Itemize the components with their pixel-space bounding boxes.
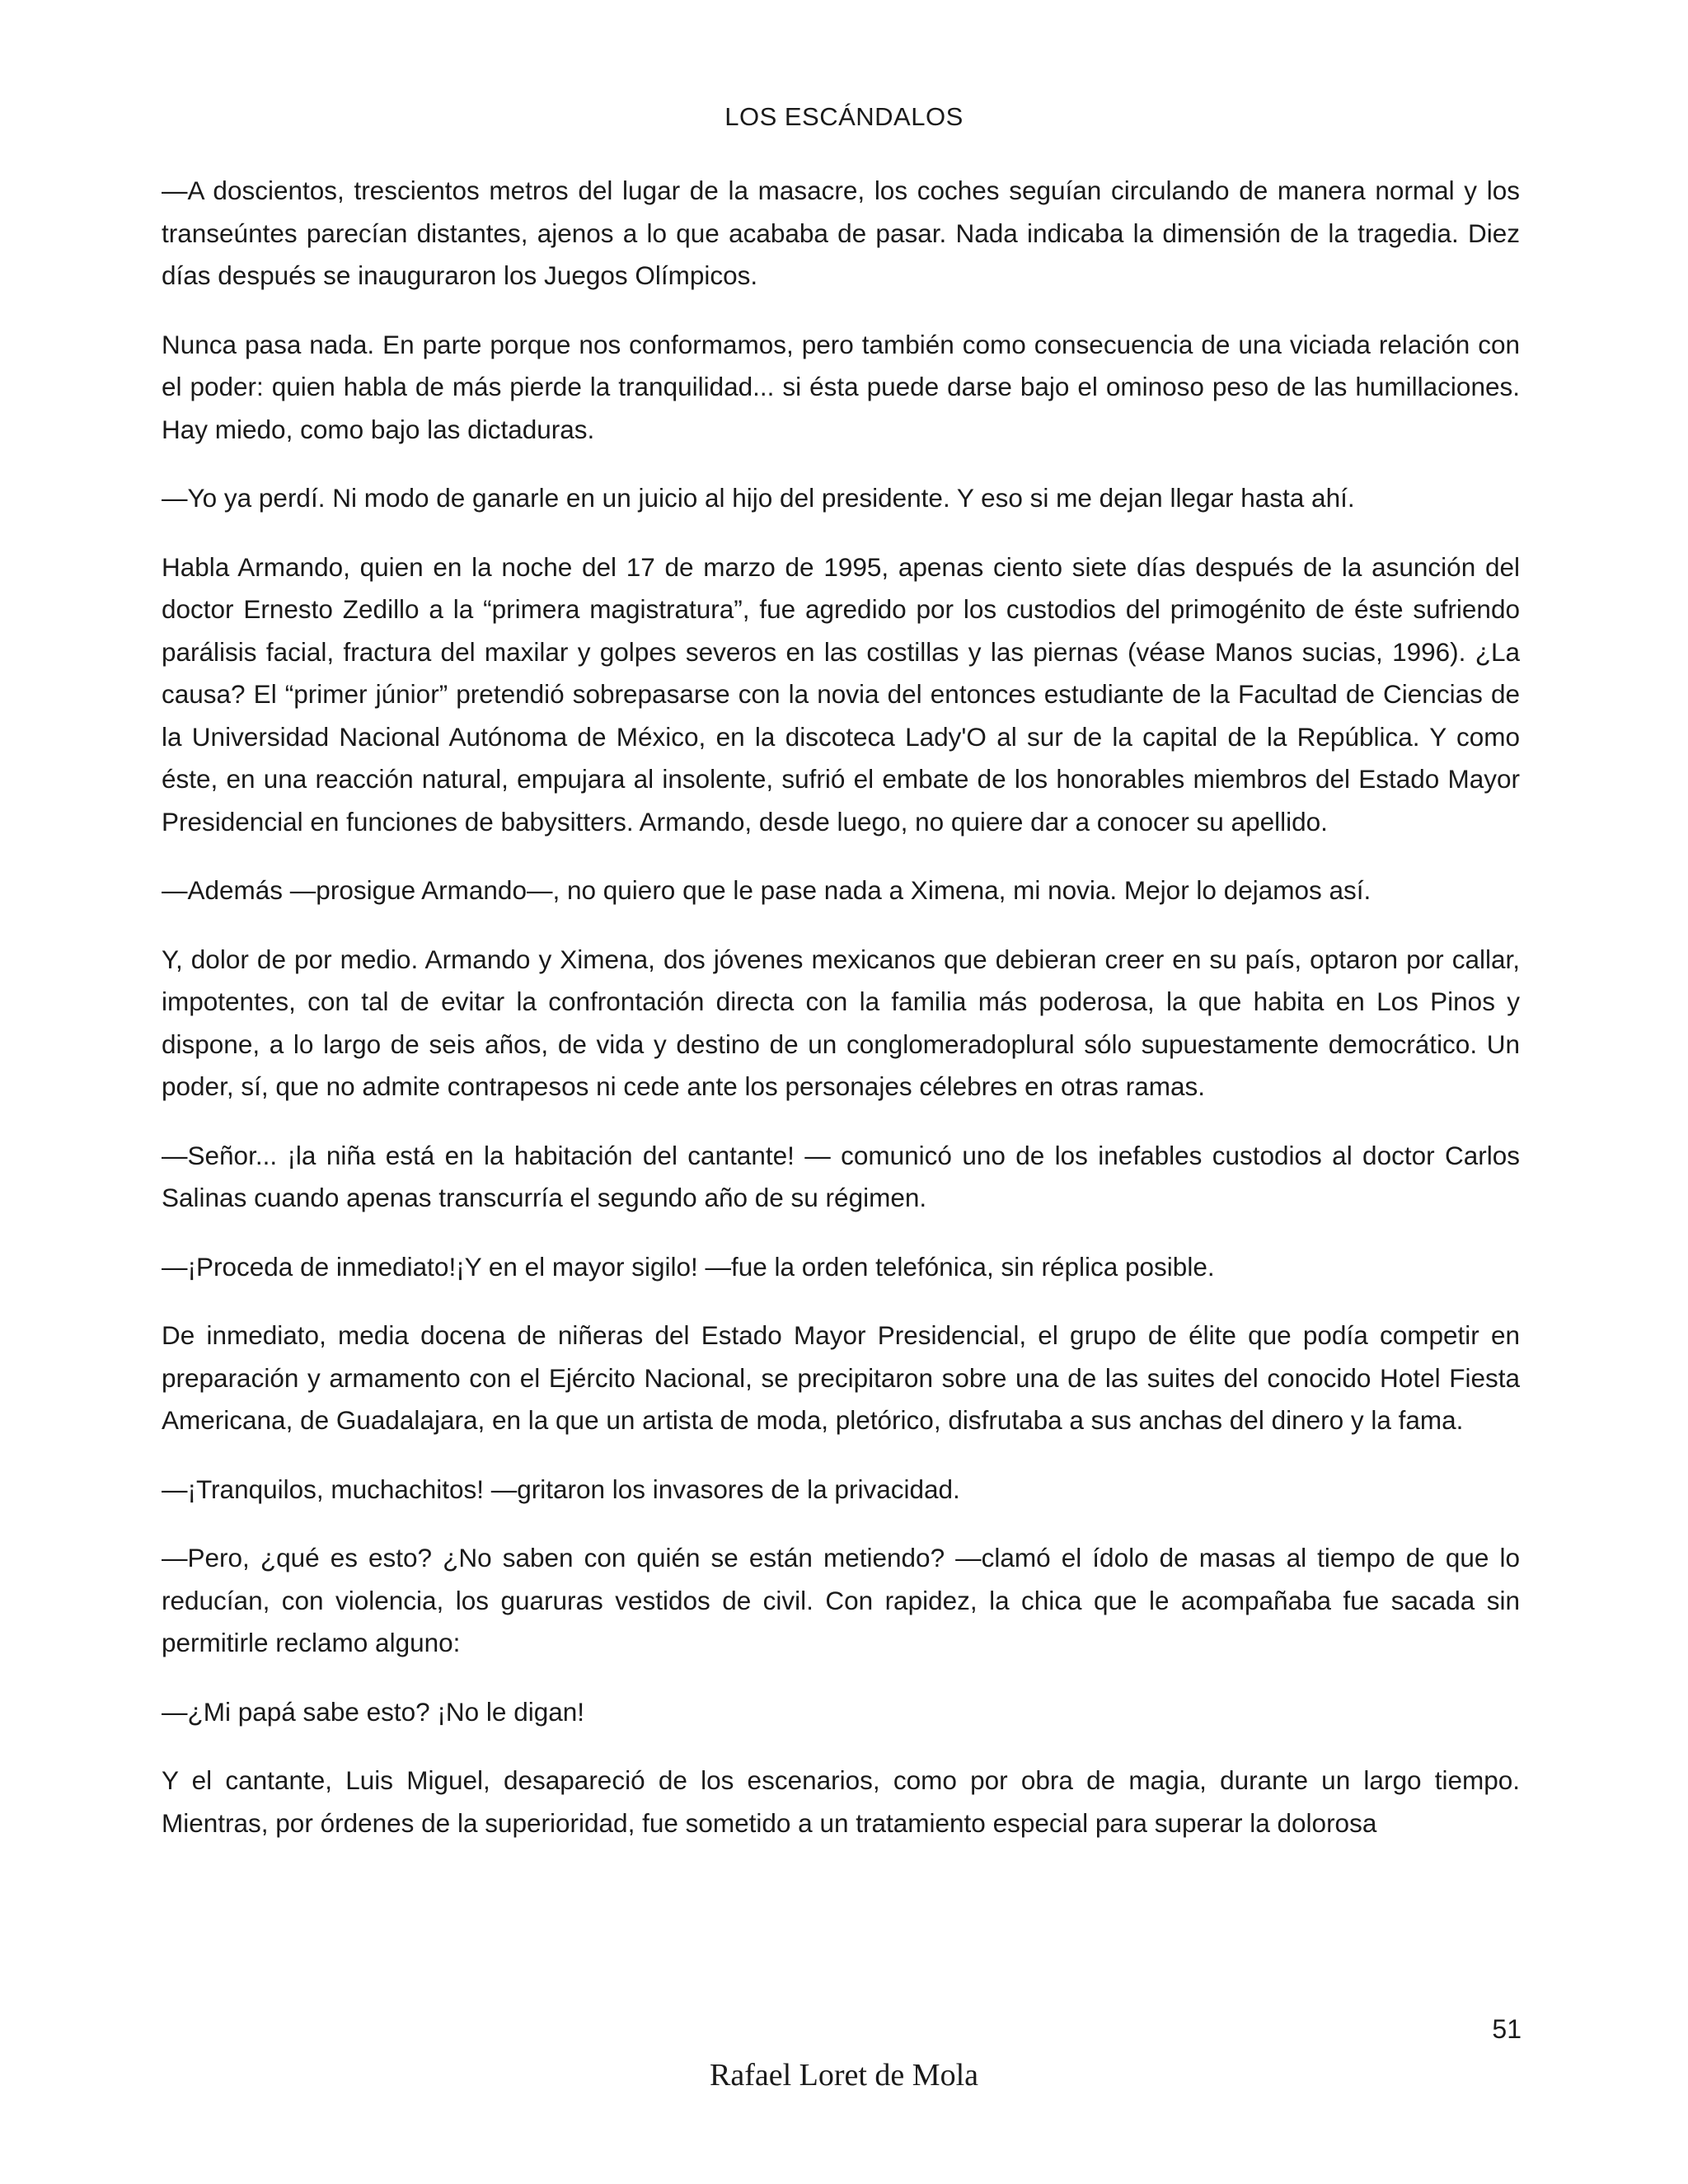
running-header: LOS ESCÁNDALOS: [724, 102, 964, 131]
paragraph: —¡Proceda de inmediato!¡Y en el mayor sigilo! —fue la orden telefónica, sin réplica posible.: [162, 1251, 1215, 1282]
paragraph: —A doscientos, trescientos metros del lugar de la masacre, los coches seguían circulando de manera normal y los transeúntes parecían distantes, ajenos a lo que acababa de pasar. Nada indicaba la dimensión de la tragedia. Diez días después se inauguraron los Juegos Olímpicos.: [162, 176, 1520, 290]
paragraph: —Además —prosigue Armando—, no quiero que le pase nada a Ximena, mi novia. Mejor lo dejamos así.: [162, 875, 1372, 905]
paragraph: De inmediato, media docena de niñeras del Estado Mayor Presidencial, el grupo de élite que podía competir en preparación y armamento con el Ejército Nacional, se precipitaron sobre una de las suites del conocido Hotel Fiesta Americana, de Guadalajara, en la que un artista de moda, pletórico, disfrutaba a sus anchas del dinero y la fama.: [162, 1320, 1520, 1435]
paragraph: —Señor... ¡la niña está en la habitación del cantante! — comunicó uno de los inefables custodios al doctor Carlos Salinas cuando apenas transcurría el segundo año de su régimen.: [162, 1140, 1520, 1212]
paragraph: —Pero, ¿qué es esto? ¿No saben con quién se están metiendo? —clamó el ídolo de masas al tiempo de que lo reducían, con violencia, los guaruras vestidos de civil. Con rapidez, la chica que le acompañaba fue sacada sin permitirle reclamo alguno:: [162, 1543, 1520, 1657]
paragraph: Y, dolor de por medio. Armando y Ximena, dos jóvenes mexicanos que debieran creer en su país, optaron por callar, impotentes, con tal de evitar la confrontación directa con la familia más poderosa, la que habita en Los Pinos y dispone, a lo largo de seis años, de vida y destino de un conglomeradoplural sólo supuestamente democrático. Un poder, sí, que no admite contrapesos ni cede ante los personajes célebres en otras ramas.: [162, 944, 1520, 1101]
paragraph: Habla Armando, quien en la noche del 17 de marzo de 1995, apenas ciento siete días después de la asunción del doctor Ernesto Zedillo a la “primera magistratura”, fue agredido por los custodios del primogénito de éste sufriendo parálisis facial, fractura del maxilar y golpes severos en las costillas y las piernas (véase Manos sucias, 1996). ¿La causa? El “primer júnior” pretendió sobrepasarse con la novia del entonces estudiante de la Facultad de Ciencias de la Universidad Nacional Autónoma de México, en la discoteca Lady'O al sur de la capital de la República. Y como éste, en una reacción natural, empujara al insolente, sufrió el embate de los honorables miembros del Estado Mayor Presidencial en funciones de babysitters. Armando, desde luego, no quiere dar a conocer su apellido.: [162, 551, 1520, 837]
paragraph: —Yo ya perdí. Ni modo de ganarle en un juicio al hijo del presidente. Y eso si me dejan llegar hasta ahí.: [162, 483, 1355, 513]
paragraph: Y el cantante, Luis Miguel, desapareció de los escenarios, como por obra de magia, durante un largo tiempo. Mientras, por órdenes de la superioridad, fue sometido a un tratamiento especial para superar la dolorosa: [162, 1765, 1520, 1838]
body-text: [162, 170, 1520, 1871]
paragraph: Nunca pasa nada. En parte porque nos conformamos, pero también como consecuencia de una viciada relación con el poder: quien habla de más pierde la tranquilidad... si ésta puede darse bajo el ominoso peso de las humillaciones. Hay miedo, como bajo las dictaduras.: [162, 329, 1520, 444]
footer-author: Rafael Loret de Mola: [709, 2058, 979, 2093]
paragraph: —¡Tranquilos, muchachitos! —gritaron los invasores de la privacidad.: [162, 1474, 960, 1504]
paragraph: —¿Mi papá sabe esto? ¡No le digan!: [162, 1696, 585, 1727]
page-number: 51: [1492, 2014, 1522, 2044]
